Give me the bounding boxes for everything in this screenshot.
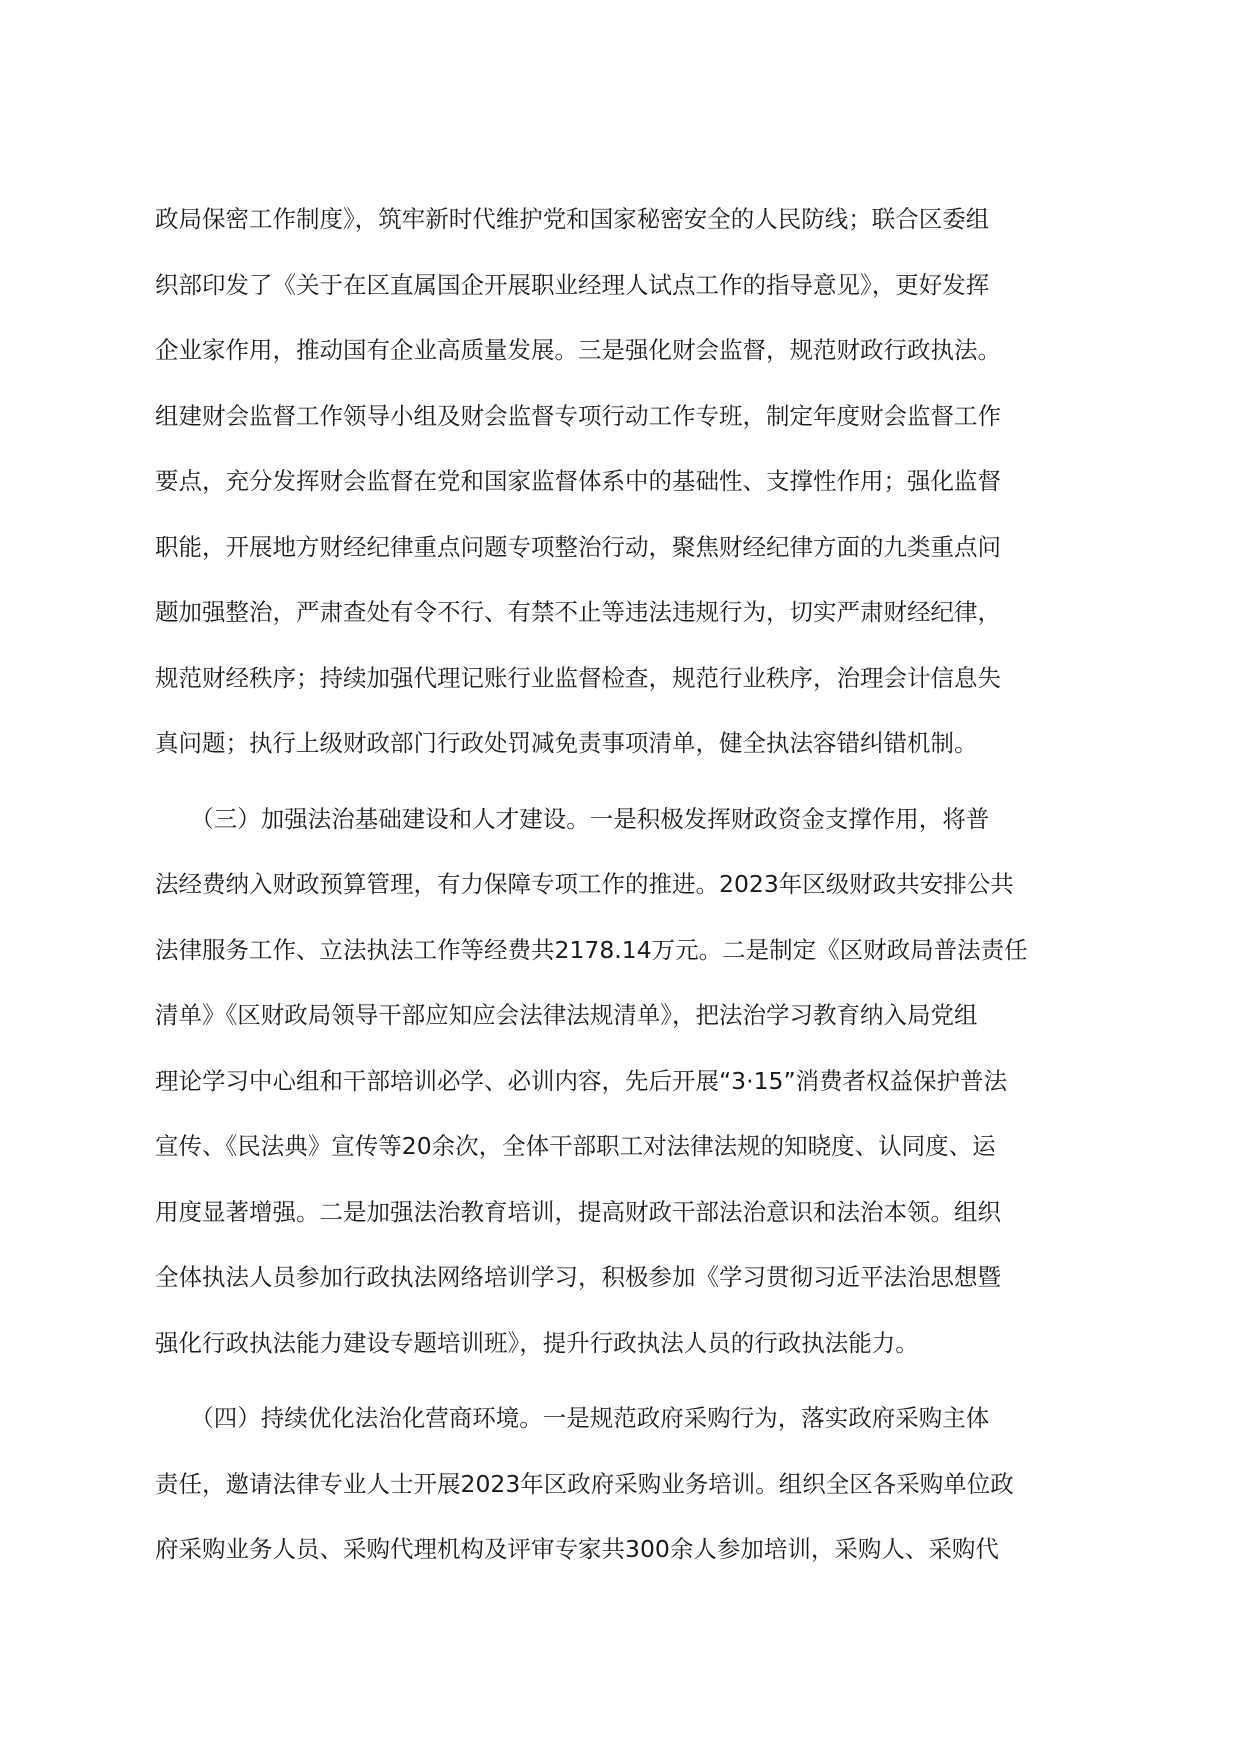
text-line: 真问题；执行上级财政部门行政处罚减免责事项清单，健全执法容错纠错机制。 xyxy=(155,729,978,757)
text-line: 织部印发了《关于在区直属国企开展职业经理人试点工作的指导意见》，更好发挥 xyxy=(155,270,990,299)
text-line: 政局保密工作制度》，筑牢新时代维护党和国家秘密安全的人民防线；联合区委组 xyxy=(155,205,990,233)
text-line: 责任，邀请法律专业人士开展2023年区政府采购业务培训。组织全区各采购单位政 xyxy=(155,1469,1014,1498)
text-line: 职能，开展地方财经纪律重点问题专项整治行动，聚焦财经纪律方面的九类重点问 xyxy=(155,532,1001,561)
paragraph-heading-3: （三）加强法治基础建设和人才建设。一是积极发挥财政资金支撑作用，将普 xyxy=(155,804,990,833)
document-body xyxy=(155,187,1085,1583)
text-line: 强化行政执法能力建设专题培训班》，提升行政执法人员的行政执法能力。 xyxy=(155,1328,919,1357)
text-line: 府采购业务人员、采购代理机构及评审专家共300余人参加培训，采购人、采购代 xyxy=(155,1535,999,1563)
paragraph-heading-4: （四）持续优化法治化营商环境。一是规范政府采购行为，落实政府采购主体 xyxy=(155,1404,990,1432)
text-line: 全体执法人员参加行政执法网络培训学习，积极参加《学习贯彻习近平法治思想暨 xyxy=(155,1263,1001,1291)
text-line: 宣传、《民法典》宣传等20余次，全体干部职工对法律法规的知晓度、认同度、运 xyxy=(155,1132,996,1160)
text-line: 清单》《区财政局领导干部应知应会法律法规清单》，把法治学习教育纳入局党组 xyxy=(155,1001,978,1029)
text-line: 法律服务工作、立法执法工作等经费共2178.14万元。二是制定《区财政局普法责任 xyxy=(155,935,1028,964)
text-line: 用度显著增强。二是加强法治教育培训，提高财政干部法治意识和法治本领。组织 xyxy=(155,1197,1001,1226)
text-line: 规范财经秩序；持续加强代理记账行业监督检查，规范行业秩序，治理会计信息失 xyxy=(155,663,1001,692)
text-line: 要点，充分发挥财会监督在党和国家监督体系中的基础性、支撑性作用；强化监督 xyxy=(155,467,1001,495)
text-line: 法经费纳入财政预算管理，有力保障专项工作的推进。2023年区级财政共安排公共 xyxy=(155,870,1014,898)
text-line: 企业家作用，推动国有企业高质量发展。三是强化财会监督，规范财政行政执法。 xyxy=(155,336,1001,364)
text-line: 组建财会监督工作领导小组及财会监督专项行动工作专班，制定年度财会监督工作 xyxy=(155,401,1001,430)
paragraph-gap xyxy=(155,1376,1085,1386)
text-line: 理论学习中心组和干部培训必学、必训内容，先后开展“3·15”消费者权益保护普法 xyxy=(155,1066,1008,1095)
paragraph-gap xyxy=(155,777,1085,787)
text-line: 题加强整治，严肃查处有令不行、有禁不止等违法违规行为，切实严肃财经纪律， xyxy=(155,598,1001,626)
